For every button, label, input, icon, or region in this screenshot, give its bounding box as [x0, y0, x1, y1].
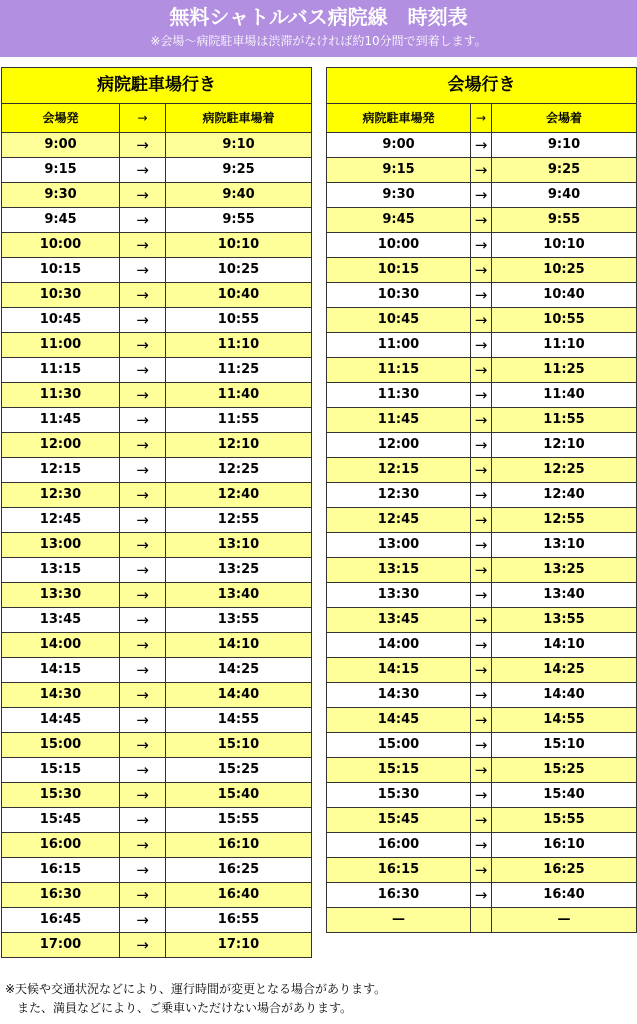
table-row: [2, 633, 312, 658]
table-row: [2, 283, 312, 308]
arrow-icon: →: [120, 158, 166, 183]
arrive-time: 13:10: [166, 533, 312, 558]
arrow-icon: →: [120, 283, 166, 308]
col-header-arrow: →: [471, 104, 492, 133]
table-row: [2, 183, 312, 208]
table-row: [2, 758, 312, 783]
arrow-icon: →: [120, 708, 166, 733]
table-row: [2, 683, 312, 708]
arrive-time: 10:25: [166, 258, 312, 283]
depart-time: 12:00: [2, 433, 120, 458]
table-row: [2, 783, 312, 808]
arrive-time: 10:25: [492, 258, 637, 283]
footnote-line: ※天候や交通状況などにより、運行時間が変更となる場合があります。: [5, 982, 387, 996]
table-row: [2, 808, 312, 833]
table-row: [327, 483, 637, 508]
col-header-depart: 会場発: [2, 104, 120, 133]
arrive-time: 14:40: [166, 683, 312, 708]
table-row: [2, 658, 312, 683]
col-header-arrive: 病院駐車場着: [166, 104, 312, 133]
depart-time: 10:30: [2, 283, 120, 308]
depart-time: 13:30: [327, 583, 471, 608]
arrive-time: 13:25: [166, 558, 312, 583]
arrive-time: 17:10: [166, 933, 312, 958]
arrive-time: 12:25: [492, 458, 637, 483]
depart-time: 9:30: [2, 183, 120, 208]
arrow-icon: →: [120, 883, 166, 908]
table-row: [327, 683, 637, 708]
arrow-icon: →: [120, 358, 166, 383]
table-row: [2, 708, 312, 733]
table-row: [327, 458, 637, 483]
depart-time: 9:15: [327, 158, 471, 183]
table-row: [327, 333, 637, 358]
arrow-icon: →: [471, 183, 492, 208]
arrive-time: —: [492, 908, 637, 933]
col-header-arrow: →: [120, 104, 166, 133]
depart-time: 10:45: [2, 308, 120, 333]
arrive-time: 10:40: [166, 283, 312, 308]
depart-time: 14:15: [2, 658, 120, 683]
arrive-time: 11:55: [492, 408, 637, 433]
arrow-icon: →: [471, 658, 492, 683]
arrive-time: 12:10: [166, 433, 312, 458]
arrive-time: 9:55: [492, 208, 637, 233]
arrive-time: 15:25: [492, 758, 637, 783]
arrow-icon: →: [471, 883, 492, 908]
arrive-time: 9:25: [492, 158, 637, 183]
table-row: [2, 383, 312, 408]
arrow-icon: →: [120, 658, 166, 683]
page-header: [0, 0, 637, 57]
arrive-time: 10:10: [166, 233, 312, 258]
arrive-time: 12:40: [166, 483, 312, 508]
depart-time: 11:15: [2, 358, 120, 383]
arrive-time: 9:40: [166, 183, 312, 208]
table-row: [327, 208, 637, 233]
depart-time: 13:15: [327, 558, 471, 583]
col-header-depart: 病院駐車場発: [327, 104, 471, 133]
arrive-time: 12:55: [166, 508, 312, 533]
depart-time: 12:30: [327, 483, 471, 508]
arrive-time: 10:55: [166, 308, 312, 333]
arrive-time: 14:25: [492, 658, 637, 683]
table-row: [2, 133, 312, 158]
table-row: [327, 858, 637, 883]
arrow-icon: →: [471, 283, 492, 308]
depart-time: 14:30: [2, 683, 120, 708]
depart-time: 11:45: [327, 408, 471, 433]
table-row: [327, 358, 637, 383]
arrive-time: 16:10: [166, 833, 312, 858]
arrow-icon: →: [120, 583, 166, 608]
arrow-icon: →: [120, 308, 166, 333]
arrow-icon: →: [120, 408, 166, 433]
arrive-time: 11:25: [166, 358, 312, 383]
arrow-icon: →: [120, 558, 166, 583]
arrive-time: 9:25: [166, 158, 312, 183]
table-row: [327, 783, 637, 808]
arrow-icon: →: [120, 458, 166, 483]
arrow-icon: →: [471, 308, 492, 333]
arrow-icon: →: [471, 733, 492, 758]
arrow-icon: →: [471, 808, 492, 833]
arrive-time: 11:55: [166, 408, 312, 433]
page-title: 無料シャトルバス病院線 時刻表: [169, 5, 468, 29]
arrive-time: 13:10: [492, 533, 637, 558]
arrive-time: 9:40: [492, 183, 637, 208]
arrow-icon: →: [120, 808, 166, 833]
table-row: [2, 233, 312, 258]
depart-time: 16:15: [2, 858, 120, 883]
arrow-icon: →: [471, 783, 492, 808]
table-row: [327, 583, 637, 608]
arrow-icon: →: [120, 508, 166, 533]
depart-time: 12:00: [327, 433, 471, 458]
depart-time: 12:15: [2, 458, 120, 483]
arrow-icon: →: [471, 233, 492, 258]
table-row: [327, 658, 637, 683]
depart-time: 15:45: [327, 808, 471, 833]
table-row: [2, 858, 312, 883]
arrow-icon: →: [471, 333, 492, 358]
depart-time: 14:45: [2, 708, 120, 733]
arrow-icon: →: [471, 633, 492, 658]
arrow-icon: →: [120, 433, 166, 458]
arrive-time: 16:25: [166, 858, 312, 883]
arrow-icon: →: [471, 608, 492, 633]
depart-time: 15:45: [2, 808, 120, 833]
depart-time: 14:00: [2, 633, 120, 658]
arrive-time: 13:40: [166, 583, 312, 608]
table-row: [327, 533, 637, 558]
arrive-time: 15:40: [492, 783, 637, 808]
arrow-icon: →: [471, 258, 492, 283]
arrow-icon: →: [471, 158, 492, 183]
arrive-time: 11:40: [492, 383, 637, 408]
timetable-to-hospital: [1, 67, 312, 958]
footnote-line: また、満員などにより、ご乗車いただけない場合があります。: [5, 1001, 353, 1015]
arrive-time: 9:10: [166, 133, 312, 158]
arrow-icon: →: [471, 758, 492, 783]
arrive-time: 14:25: [166, 658, 312, 683]
depart-time: 11:15: [327, 358, 471, 383]
depart-time: 13:15: [2, 558, 120, 583]
table-row: [2, 333, 312, 358]
table-row: [2, 308, 312, 333]
arrow-icon: →: [471, 508, 492, 533]
depart-time: 14:30: [327, 683, 471, 708]
table-row: [2, 883, 312, 908]
table-row: [327, 283, 637, 308]
depart-time: 13:00: [327, 533, 471, 558]
depart-time: 10:00: [327, 233, 471, 258]
arrow-icon: →: [120, 733, 166, 758]
arrive-time: 14:55: [492, 708, 637, 733]
depart-time: 11:30: [2, 383, 120, 408]
depart-time: 15:15: [2, 758, 120, 783]
table-row: [2, 208, 312, 233]
table-row: [2, 258, 312, 283]
arrive-time: 15:25: [166, 758, 312, 783]
depart-time: 16:45: [2, 908, 120, 933]
arrive-time: 13:40: [492, 583, 637, 608]
arrow-icon: →: [120, 483, 166, 508]
arrive-time: 12:55: [492, 508, 637, 533]
arrow-icon: →: [120, 908, 166, 933]
arrow-icon: →: [120, 383, 166, 408]
depart-time: 9:45: [327, 208, 471, 233]
arrive-time: 13:25: [492, 558, 637, 583]
depart-time: 9:45: [2, 208, 120, 233]
arrow-icon: →: [120, 633, 166, 658]
table-row: [327, 233, 637, 258]
table-row: [327, 133, 637, 158]
table-row: [2, 533, 312, 558]
table-row: [2, 583, 312, 608]
col-header-arrive: 会場着: [492, 104, 637, 133]
depart-time: 12:30: [2, 483, 120, 508]
arrow-icon: →: [471, 858, 492, 883]
table-row: [327, 833, 637, 858]
table-row: [2, 358, 312, 383]
depart-time: 9:00: [2, 133, 120, 158]
depart-time: 15:00: [2, 733, 120, 758]
arrive-time: 16:55: [166, 908, 312, 933]
arrive-time: 15:55: [166, 808, 312, 833]
arrive-time: 16:10: [492, 833, 637, 858]
depart-time: 10:45: [327, 308, 471, 333]
arrow-icon: →: [471, 358, 492, 383]
table-row: [327, 558, 637, 583]
depart-time: 17:00: [2, 933, 120, 958]
arrive-time: 15:40: [166, 783, 312, 808]
arrive-time: 16:25: [492, 858, 637, 883]
arrive-time: 10:40: [492, 283, 637, 308]
arrive-time: 13:55: [492, 608, 637, 633]
arrow-icon: [471, 908, 492, 933]
arrow-icon: →: [120, 208, 166, 233]
table-row: [327, 308, 637, 333]
arrive-time: 11:25: [492, 358, 637, 383]
arrow-icon: →: [471, 833, 492, 858]
arrow-icon: →: [120, 933, 166, 958]
arrive-time: 11:40: [166, 383, 312, 408]
arrow-icon: →: [120, 533, 166, 558]
arrow-icon: →: [471, 708, 492, 733]
arrow-icon: →: [120, 683, 166, 708]
depart-time: 14:45: [327, 708, 471, 733]
arrive-time: 9:55: [166, 208, 312, 233]
table-row: [2, 833, 312, 858]
arrive-time: 10:55: [492, 308, 637, 333]
depart-time: 14:15: [327, 658, 471, 683]
table-row: [327, 758, 637, 783]
table-row: [327, 258, 637, 283]
arrive-time: 11:10: [492, 333, 637, 358]
arrow-icon: →: [120, 833, 166, 858]
arrow-icon: →: [471, 133, 492, 158]
arrow-icon: →: [120, 333, 166, 358]
table-row: [327, 808, 637, 833]
page-subtitle: ※会場～病院駐車場は渋滞がなければ約10分間で到着します。: [150, 34, 487, 48]
table-row: [327, 508, 637, 533]
table-row: [327, 733, 637, 758]
arrow-icon: →: [471, 483, 492, 508]
depart-time: 9:30: [327, 183, 471, 208]
timetable-to-venue: [326, 67, 637, 933]
table-row: [2, 158, 312, 183]
arrive-time: 13:55: [166, 608, 312, 633]
table-row: [327, 633, 637, 658]
depart-time: 16:30: [327, 883, 471, 908]
table-row: [327, 183, 637, 208]
depart-time: 11:00: [2, 333, 120, 358]
arrow-icon: →: [471, 533, 492, 558]
arrive-time: 16:40: [492, 883, 637, 908]
table-row: [327, 383, 637, 408]
table-row: [327, 608, 637, 633]
arrive-time: 11:10: [166, 333, 312, 358]
depart-time: 12:45: [2, 508, 120, 533]
arrow-icon: →: [120, 608, 166, 633]
arrow-icon: →: [471, 433, 492, 458]
depart-time: 16:15: [327, 858, 471, 883]
arrive-time: 15:10: [166, 733, 312, 758]
depart-time: 9:15: [2, 158, 120, 183]
arrive-time: 14:55: [166, 708, 312, 733]
depart-time: 9:00: [327, 133, 471, 158]
arrive-time: 14:10: [166, 633, 312, 658]
arrive-time: 12:10: [492, 433, 637, 458]
arrow-icon: →: [471, 458, 492, 483]
depart-time: 15:15: [327, 758, 471, 783]
depart-time: 11:30: [327, 383, 471, 408]
arrow-icon: →: [120, 183, 166, 208]
depart-time: —: [327, 908, 471, 933]
depart-time: 10:00: [2, 233, 120, 258]
arrow-icon: →: [120, 758, 166, 783]
arrive-time: 12:40: [492, 483, 637, 508]
arrive-time: 15:10: [492, 733, 637, 758]
table-row: [2, 908, 312, 933]
table-row: [327, 408, 637, 433]
arrow-icon: →: [120, 783, 166, 808]
depart-time: 10:30: [327, 283, 471, 308]
arrive-time: 10:10: [492, 233, 637, 258]
table-row: [327, 708, 637, 733]
depart-time: 13:45: [2, 608, 120, 633]
arrow-icon: →: [120, 858, 166, 883]
table-row: [2, 933, 312, 958]
depart-time: 14:00: [327, 633, 471, 658]
table-title: 病院駐車場行き: [2, 68, 312, 104]
table-row: [2, 558, 312, 583]
table-row: [2, 408, 312, 433]
table-title: 会場行き: [327, 68, 637, 104]
arrow-icon: →: [120, 133, 166, 158]
depart-time: 15:00: [327, 733, 471, 758]
table-row: [327, 158, 637, 183]
depart-time: 10:15: [2, 258, 120, 283]
arrow-icon: →: [471, 408, 492, 433]
table-row: [2, 458, 312, 483]
depart-time: 15:30: [2, 783, 120, 808]
table-row: [327, 883, 637, 908]
depart-time: 12:15: [327, 458, 471, 483]
depart-time: 15:30: [327, 783, 471, 808]
arrive-time: 15:55: [492, 808, 637, 833]
depart-time: 11:45: [2, 408, 120, 433]
table-row: [327, 908, 637, 933]
arrive-time: 16:40: [166, 883, 312, 908]
table-row: [2, 433, 312, 458]
depart-time: 13:45: [327, 608, 471, 633]
arrow-icon: →: [120, 258, 166, 283]
arrow-icon: →: [471, 208, 492, 233]
depart-time: 12:45: [327, 508, 471, 533]
table-row: [2, 733, 312, 758]
arrive-time: 9:10: [492, 133, 637, 158]
depart-time: 16:00: [327, 833, 471, 858]
depart-time: 13:30: [2, 583, 120, 608]
depart-time: 11:00: [327, 333, 471, 358]
depart-time: 16:00: [2, 833, 120, 858]
arrow-icon: →: [471, 583, 492, 608]
depart-time: 10:15: [327, 258, 471, 283]
arrow-icon: →: [471, 383, 492, 408]
table-row: [327, 433, 637, 458]
arrow-icon: →: [471, 558, 492, 583]
depart-time: 16:30: [2, 883, 120, 908]
arrive-time: 14:10: [492, 633, 637, 658]
table-row: [2, 483, 312, 508]
arrow-icon: →: [471, 683, 492, 708]
depart-time: 13:00: [2, 533, 120, 558]
arrow-icon: →: [120, 233, 166, 258]
footnotes: [5, 980, 630, 1018]
table-row: [2, 508, 312, 533]
table-row: [2, 608, 312, 633]
arrive-time: 12:25: [166, 458, 312, 483]
arrive-time: 14:40: [492, 683, 637, 708]
